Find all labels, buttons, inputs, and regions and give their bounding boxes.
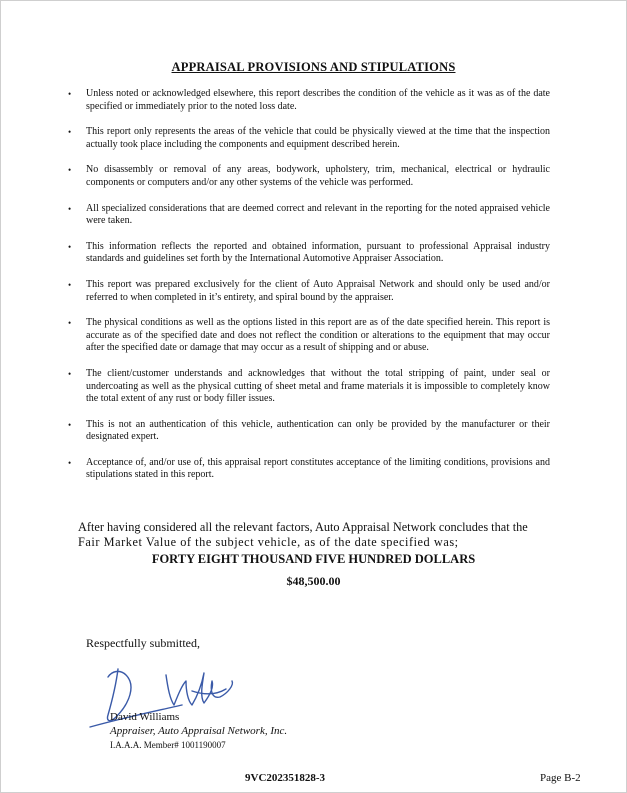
provision-text: The client/customer understands and acknowledges that without the total stripping of paint, under seal or undercoating as well as the physical cutting of sheet metal and frame materials it is impossible to completely know the total extent of any rust or body filler issues. [86, 367, 550, 405]
provision-item [66, 317, 550, 355]
provision-item [66, 164, 550, 189]
provision-text: This report was prepared exclusively for the client of Auto Appraisal Network and should only be used and/or referred to when completed in it’s entirety, and spiral bound by the appraiser. [86, 278, 550, 303]
provision-text: All specialized considerations that are deemed correct and relevant in the reporting for the noted appraised vehicle were taken. [86, 202, 550, 227]
provision-item [66, 126, 550, 151]
bullet: • [68, 457, 72, 468]
signer-name: David Williams [110, 711, 180, 723]
bullet: • [68, 279, 72, 290]
bullet: • [68, 241, 72, 252]
signer-member-number: I.A.A.A. Member# 1001190007 [110, 740, 226, 750]
provision-item [66, 368, 550, 406]
document-id: 9VC202351828-3 [245, 772, 326, 784]
conclusion-line-1: After having considered all the relevant factors, Auto Appraisal Network concludes that the [78, 520, 528, 534]
provision-item [66, 241, 550, 266]
conclusion-line-2: Fair Market Value of the subject vehicle, as of the date specified was; [78, 535, 459, 549]
provision-item [66, 279, 550, 304]
provision-item [66, 457, 550, 482]
provision-item [66, 203, 550, 228]
closing-salutation: Respectfully submitted, [86, 636, 200, 650]
provision-text: This report only represents the areas of the vehicle that could be physically viewed at the time that the inspection actually took place including the components and equipment described herein. [86, 126, 550, 150]
provision-text: Unless noted or acknowledged elsewhere, this report describes the condition of the vehicle as it was as of the date specified or immediately prior to the noted loss date. [86, 88, 550, 112]
bullet: • [68, 165, 72, 176]
bullet: • [68, 89, 72, 99]
page-title: APPRAISAL PROVISIONS AND STIPULATIONS [171, 60, 456, 74]
bullet: • [68, 127, 72, 138]
signer-title: Appraiser, Auto Appraisal Network, Inc. [110, 725, 288, 737]
page-number: Page B-2 [540, 772, 581, 784]
provisions-list [66, 88, 550, 495]
signature-icon [86, 655, 256, 735]
value-in-words: FORTY EIGHT THOUSAND FIVE HUNDRED DOLLARS [151, 552, 476, 566]
bullet: • [68, 368, 72, 379]
provision-text: No disassembly or removal of any areas, bodywork, upholstery, trim, mechanical, electrical or hydraulic components or computers and/or any other systems of the vehicle was performed. [86, 164, 550, 188]
bullet: • [68, 318, 72, 329]
bullet: • [68, 203, 72, 214]
provision-text: The physical conditions as well as the options listed in this report are as of the date specified herein. This report is accurate as of the specified date and does not reflect the condition or alterations to the equipment that may occur after the specified date or damage that may occur as a result of shipping and or abuse. [86, 317, 550, 354]
bullet: • [68, 419, 72, 430]
value-amount: $48,500.00 [286, 574, 341, 588]
provision-text: Acceptance of, and/or use of, this appraisal report constitutes acceptance of the limiting conditions, provisions and stipulations stated in this report. [86, 456, 550, 481]
provision-item [66, 88, 550, 113]
provision-text: This is not an authentication of this vehicle, authentication can only be provided by the manufacturer or their designated expert. [86, 418, 550, 443]
provision-item [66, 419, 550, 444]
conclusion-statement [78, 520, 548, 550]
provision-text: This information reflects the reported and obtained information, pursuant to professional Appraisal industry standards and guidelines set forth by the International Automotive Appraiser Association. [86, 240, 550, 265]
